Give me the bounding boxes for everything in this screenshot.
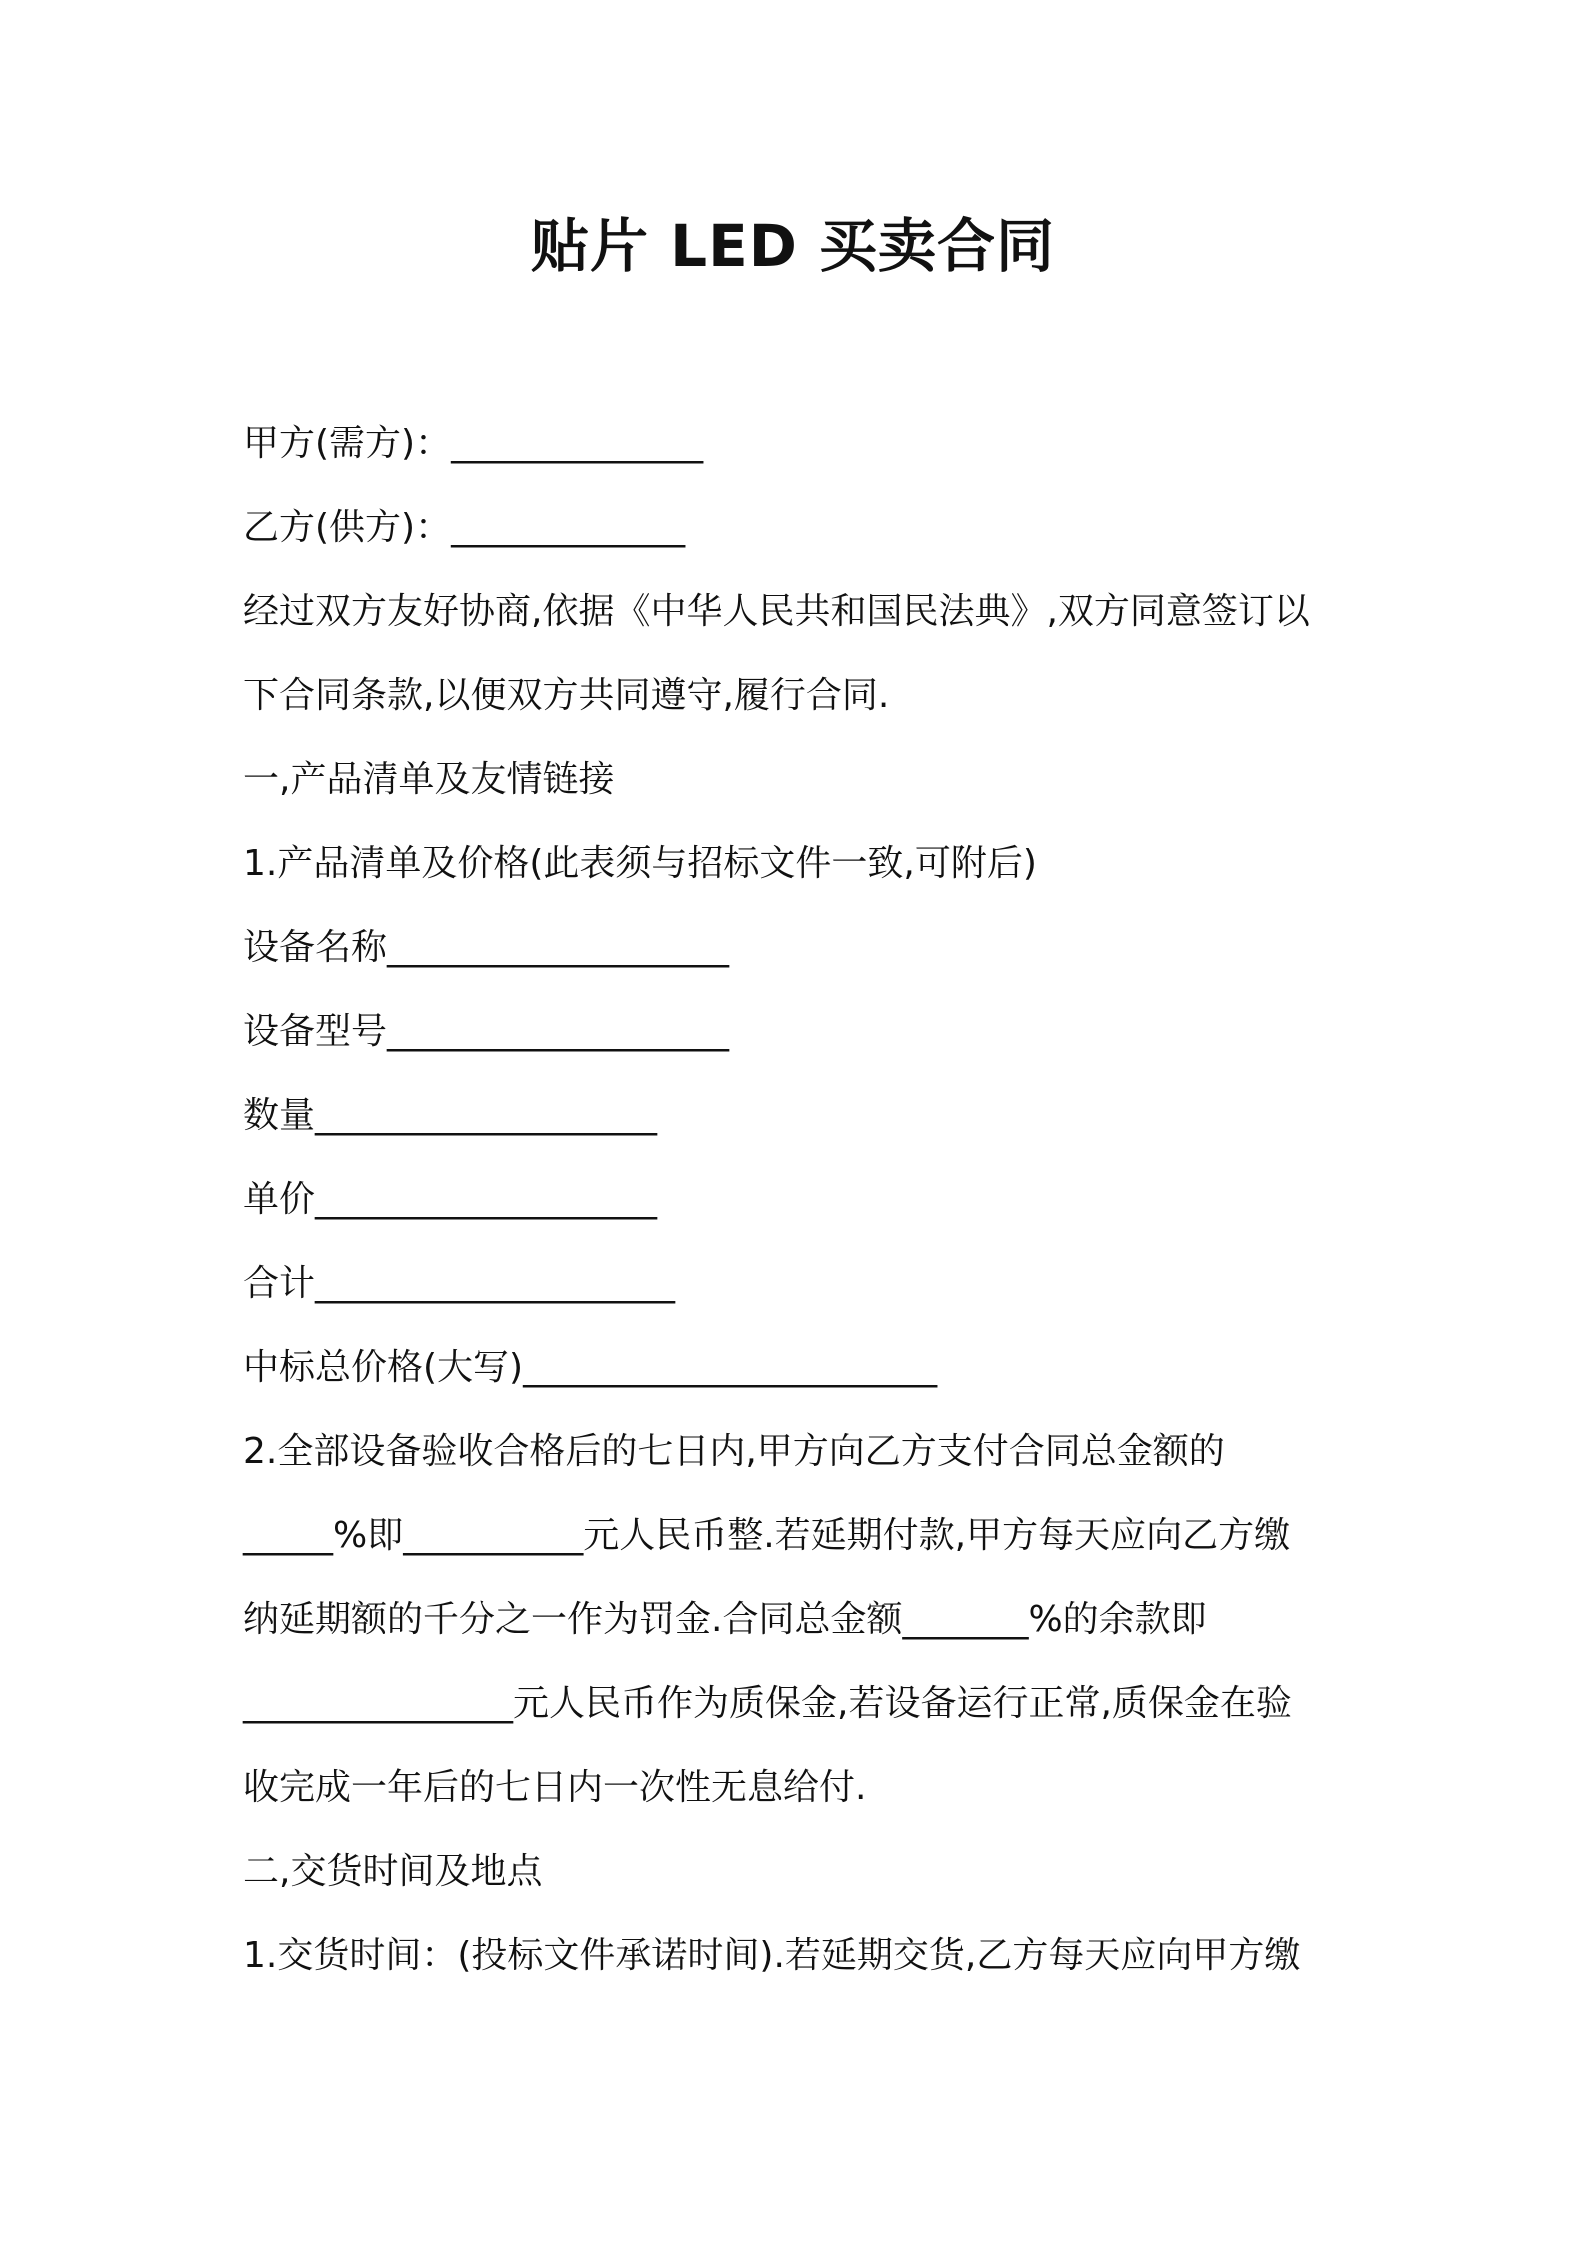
document-title: 贴片 LED 买卖合同 xyxy=(530,212,1056,280)
preamble-line-1: 经过双方友好协商,依据《中华人民共和国民法典》,双方同意签订以 xyxy=(243,591,1310,632)
clause-1-2-line-5: 收完成一年后的七日内一次性无息给付. xyxy=(243,1767,867,1808)
party-b-line: 乙方(供方)：_____________ xyxy=(243,507,686,548)
unit-price-field: 单价___________________ xyxy=(243,1179,658,1220)
equipment-name-field: 设备名称___________________ xyxy=(243,927,730,968)
clause-1-2-line-4: _______________元人民币作为质保金,若设备运行正常,质保金在验 xyxy=(243,1683,1292,1724)
total-field: 合计____________________ xyxy=(243,1263,676,1304)
preamble-line-2: 下合同条款,以便双方共同遵守,履行合同. xyxy=(243,675,890,716)
quantity-field: 数量___________________ xyxy=(243,1095,658,1136)
clause-1-2-line-1: 2.全部设备验收合格后的七日内,甲方向乙方支付合同总金额的 xyxy=(243,1431,1225,1472)
party-a-line: 甲方(需方)：______________ xyxy=(243,423,704,464)
document-body xyxy=(243,402,1363,1998)
section-1-heading: 一,产品清单及友情链接 xyxy=(243,759,615,800)
clause-2-1: 1.交货时间：(投标文件承诺时间).若延期交货,乙方每天应向甲方缴 xyxy=(243,1935,1301,1976)
equipment-model-field: 设备型号___________________ xyxy=(243,1011,730,1052)
clause-1-2-line-3: 纳延期额的千分之一作为罚金.合同总金额_______%的余款即 xyxy=(243,1599,1207,1640)
clause-1-1: 1.产品清单及价格(此表须与招标文件一致,可附后) xyxy=(243,843,1037,884)
bid-total-price-field: 中标总价格(大写)_______________________ xyxy=(243,1347,938,1388)
section-2-heading: 二,交货时间及地点 xyxy=(243,1851,543,1892)
clause-1-2-line-2: _____%即__________元人民币整.若延期付款,甲方每天应向乙方缴 xyxy=(243,1515,1291,1556)
